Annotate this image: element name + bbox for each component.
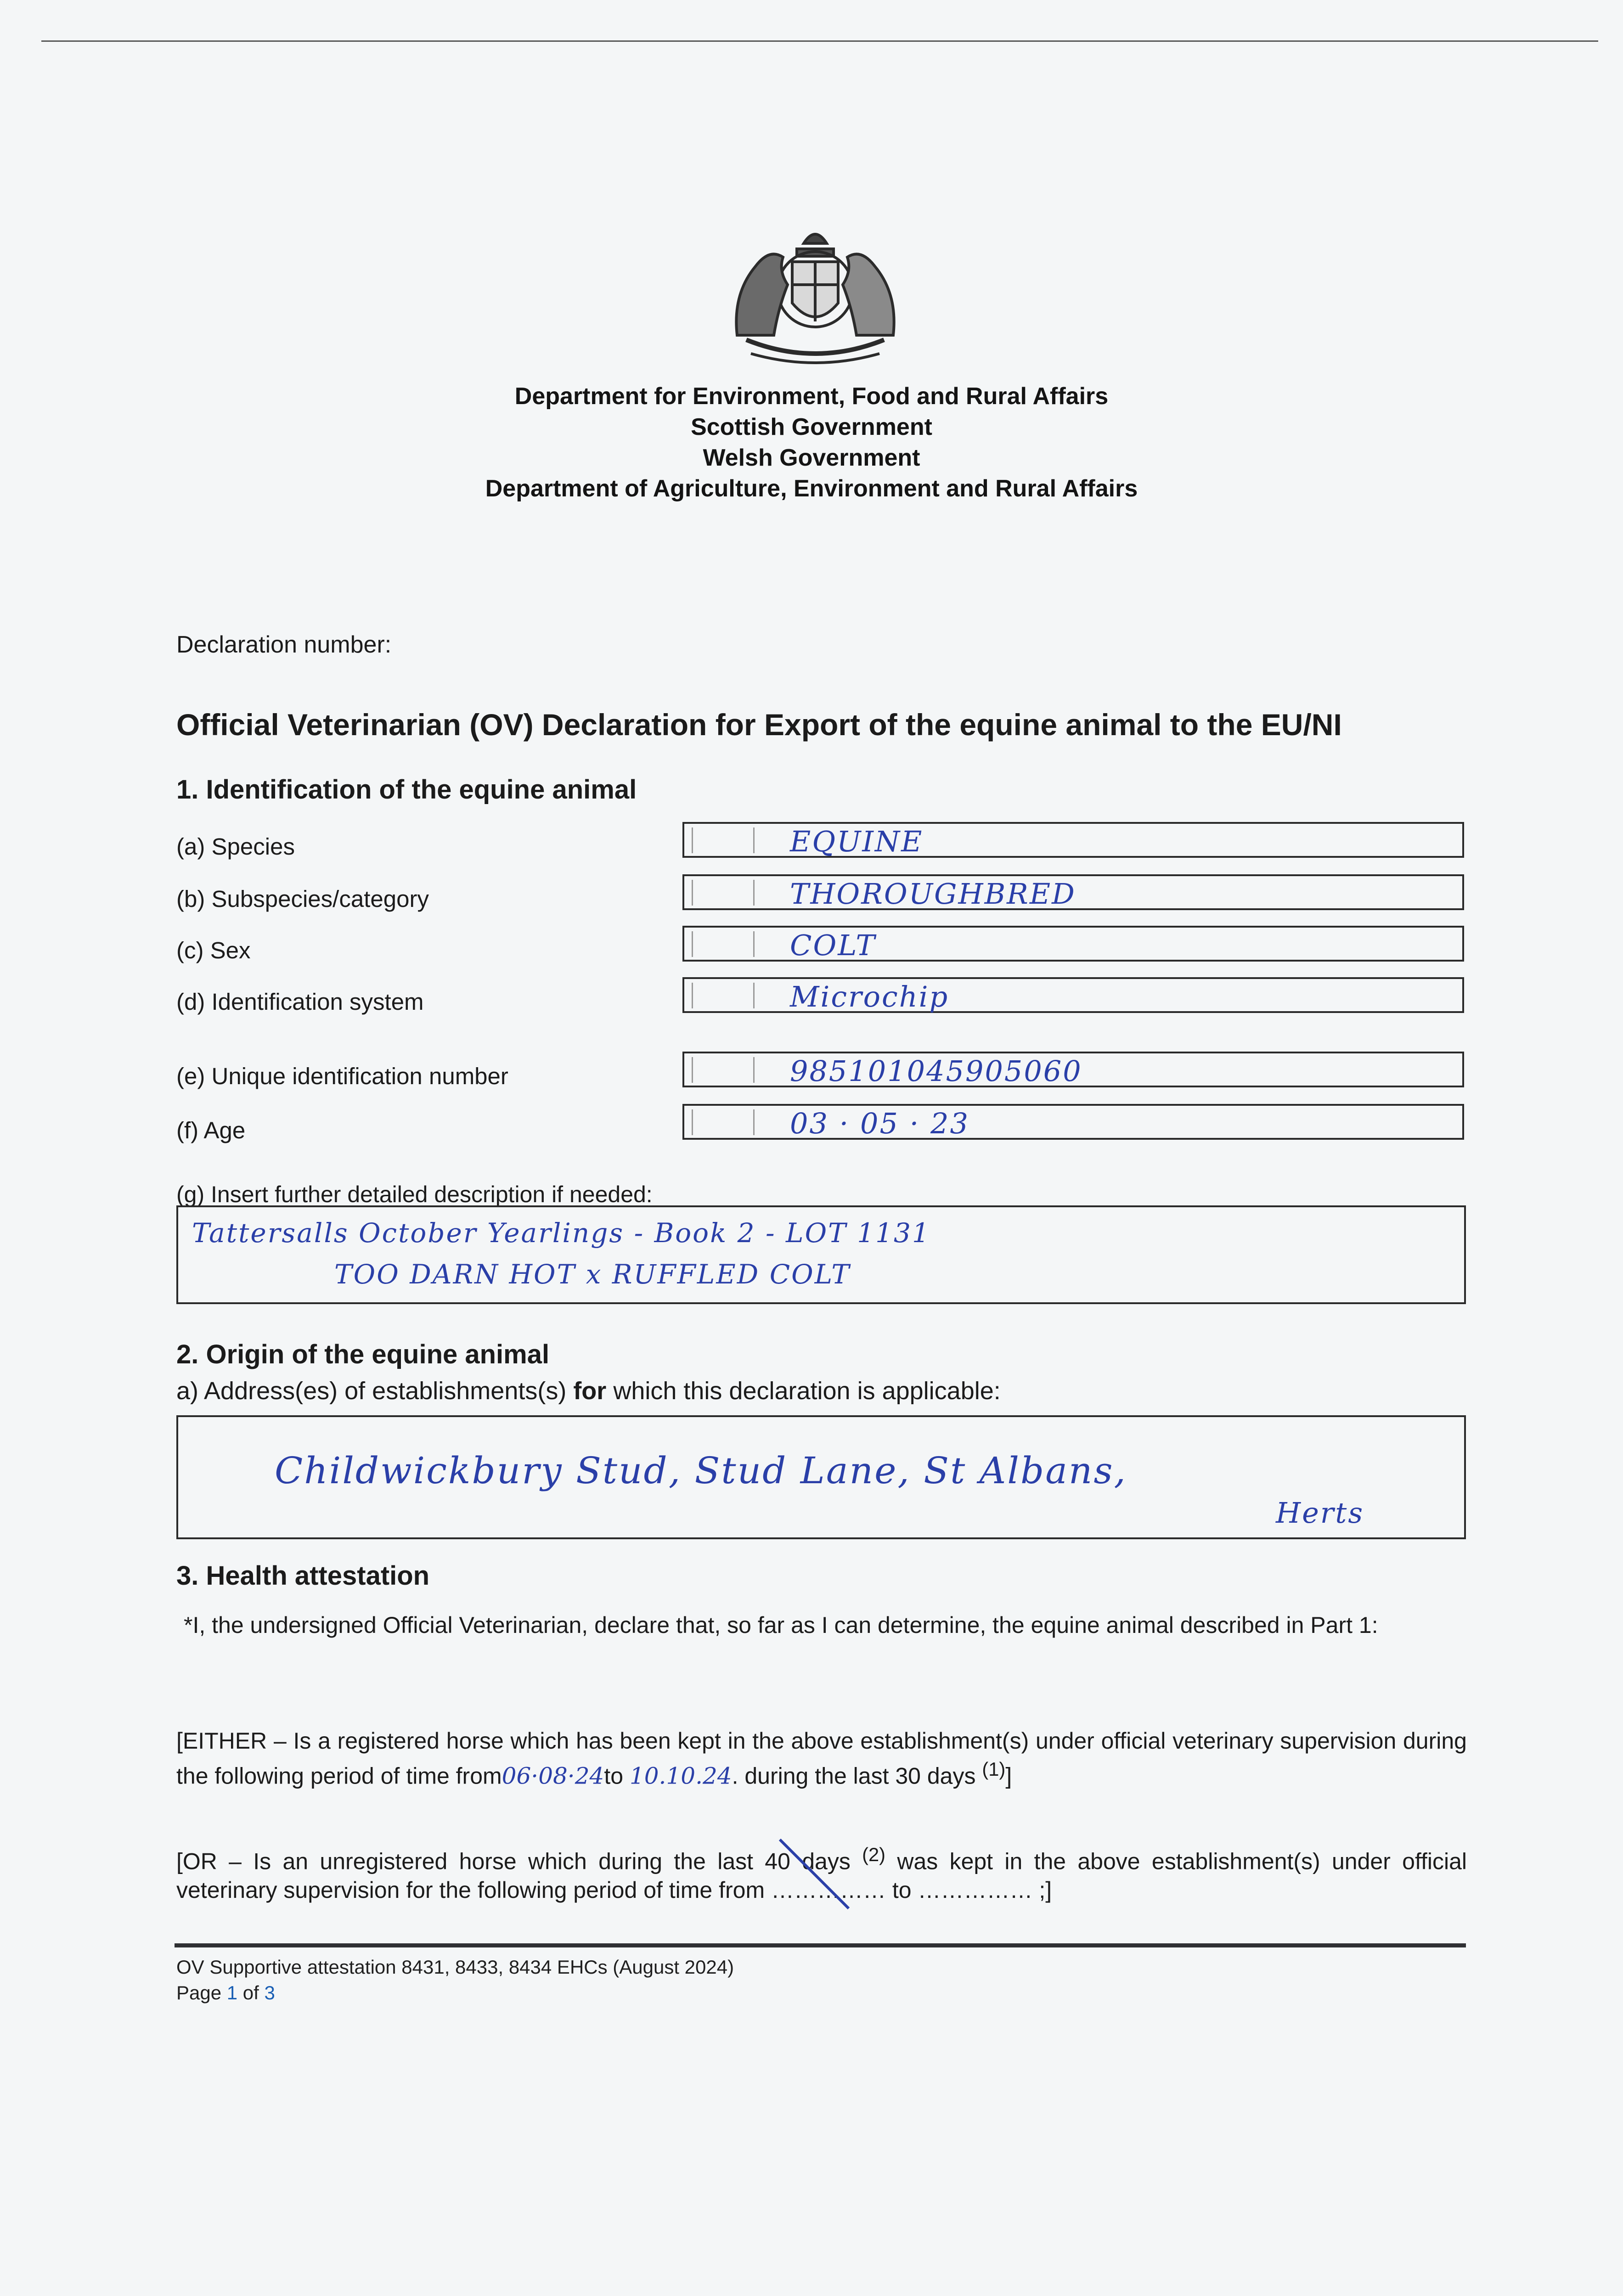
- page-of: of: [242, 1982, 259, 2003]
- section-3-heading: 3. Health attestation: [176, 1561, 430, 1591]
- address-label-post: which this declaration is applicable:: [606, 1377, 1001, 1405]
- either-text: [EITHER – Is a registered horse which has been kept in the above establishment(s) under official veterinary supervision during the following period of time from: [176, 1728, 1467, 1789]
- age-label: (f) Age: [176, 1117, 246, 1143]
- top-rule: [41, 40, 1598, 42]
- department-line: Scottish Government: [691, 414, 932, 440]
- address-field[interactable]: [176, 1415, 1466, 1539]
- address-label: [176, 1377, 1001, 1405]
- description-line-2: TOO DARN HOT x RUFFLED COLT: [334, 1259, 851, 1290]
- either-clause: [176, 1727, 1467, 1790]
- declaration-number-label: Declaration number:: [176, 631, 392, 658]
- age-value: 03 · 05 · 23: [790, 1107, 969, 1140]
- unique-id-value: 985101045905060: [790, 1054, 1082, 1088]
- description-field[interactable]: [176, 1205, 1466, 1304]
- unique-id-label: (e) Unique identification number: [176, 1063, 508, 1089]
- sex-field[interactable]: [682, 926, 1464, 962]
- address-label-pre: a) Address(es) of establishments(s): [176, 1377, 574, 1405]
- description-line-1: Tattersalls October Yearlings - Book 2 - LOT 1131: [192, 1217, 930, 1249]
- health-intro: *I, the undersigned Official Veterinarian, declare that, so far as I can determine, the equine animal described in Part 1:: [184, 1612, 1378, 1638]
- footnote-2: (2): [862, 1844, 886, 1865]
- department-line: Welsh Government: [703, 445, 920, 471]
- or-text: [OR – Is an unregistered horse which during the last 40 days: [176, 1848, 862, 1874]
- department-list: [0, 381, 1623, 504]
- sex-label: (c) Sex: [176, 937, 251, 963]
- strike-through-mark: [775, 1835, 853, 1913]
- either-post: . during the last 30 days: [732, 1763, 976, 1789]
- age-field[interactable]: [682, 1104, 1464, 1140]
- identification-system-label: (d) Identification system: [176, 989, 424, 1015]
- address-label-bold: for: [573, 1377, 607, 1405]
- sex-value: COLT: [790, 929, 876, 962]
- either-close: ]: [1005, 1763, 1012, 1789]
- section-1-heading: 1. Identification of the equine animal: [176, 775, 637, 805]
- unique-id-field[interactable]: [682, 1052, 1464, 1087]
- department-line: Department for Environment, Food and Rural Affairs: [514, 383, 1109, 410]
- page-current: 1: [226, 1982, 238, 2003]
- description-label: (g) Insert further detailed description if needed:: [176, 1182, 653, 1207]
- either-to-word: to: [604, 1763, 624, 1789]
- subspecies-value: THOROUGHBRED: [790, 877, 1076, 911]
- footer-rule: [175, 1943, 1466, 1947]
- identification-system-field[interactable]: [682, 977, 1464, 1013]
- section-2-heading: 2. Origin of the equine animal: [176, 1339, 550, 1369]
- species-value: EQUINE: [790, 825, 924, 858]
- footer-attestation: OV Supportive attestation 8431, 8433, 8434 EHCs (August 2024): [176, 1956, 734, 1978]
- subspecies-label: (b) Subspecies/category: [176, 886, 429, 912]
- page-number: [176, 1982, 275, 2004]
- page-word: Page: [176, 1982, 222, 2003]
- subspecies-field[interactable]: [682, 874, 1464, 910]
- either-to-date: 10.10.24: [629, 1762, 732, 1790]
- page-title: Official Veterinarian (OV) Declaration for Export of the equine animal to the EU/NI: [176, 708, 1342, 742]
- species-field[interactable]: [682, 822, 1464, 858]
- royal-coat-of-arms-icon: [719, 216, 912, 372]
- department-line: Department of Agriculture, Environment and Rural Affairs: [485, 475, 1138, 502]
- species-label: (a) Species: [176, 833, 295, 860]
- page-total: 3: [264, 1982, 275, 2003]
- address-line-1: Childwickbury Stud, Stud Lane, St Albans,: [275, 1449, 1127, 1492]
- either-from-date: 06·08·24: [502, 1762, 604, 1790]
- address-line-2: Herts: [1276, 1496, 1364, 1530]
- or-text-post: was kept in the above establishment(s) under official veterinary supervision for the following period of time from …………… to …………… ;]: [176, 1848, 1467, 1903]
- identification-system-value: Microchip: [790, 980, 949, 1013]
- footnote-1: (1): [982, 1758, 1006, 1780]
